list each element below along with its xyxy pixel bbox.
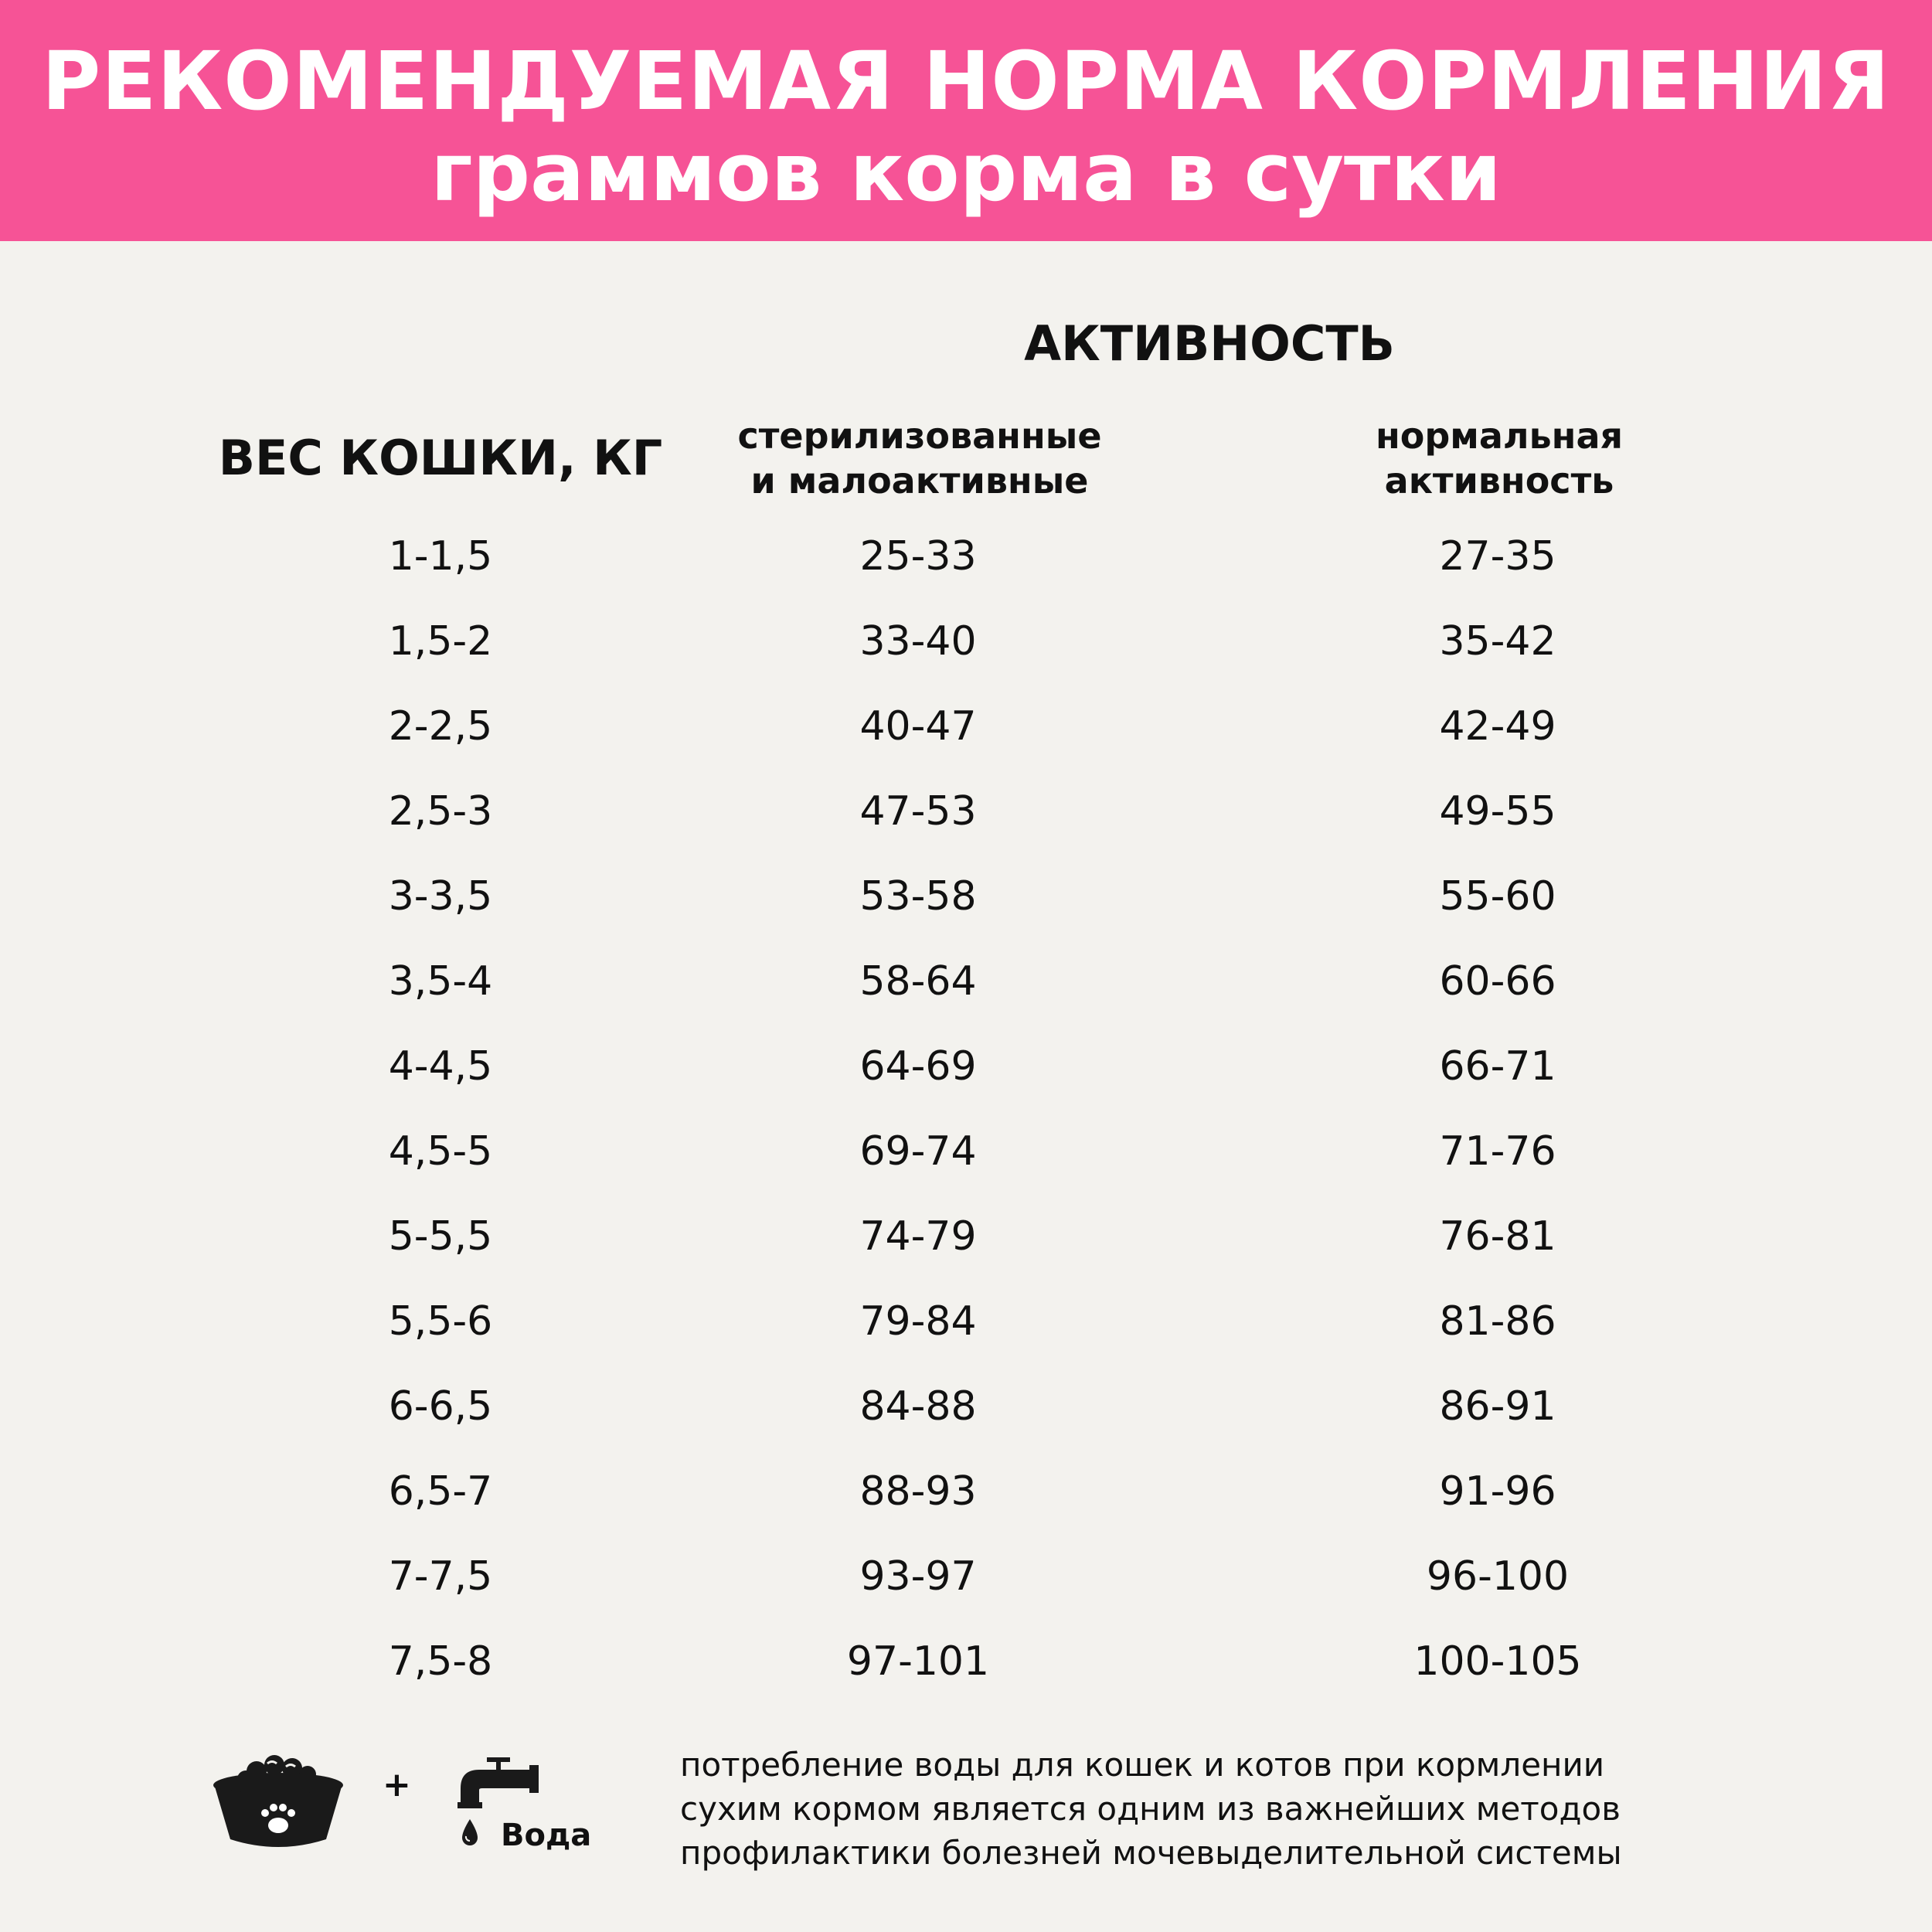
sterilized-cell: 69-74 (859, 1128, 977, 1175)
table-row (0, 1379, 1932, 1464)
table-row (0, 1634, 1932, 1719)
sterilized-header-line2: и малоактивные (750, 460, 1089, 502)
note-line-1: потребление воды для кошек и котов при кормлении (680, 1746, 1605, 1784)
table-row (0, 1464, 1932, 1549)
table-row (0, 1039, 1932, 1124)
water-label: Вода (501, 1818, 592, 1853)
table-row (0, 869, 1932, 954)
table-row (0, 529, 1932, 614)
weight-cell: 1-1,5 (388, 533, 493, 580)
normal-column-header (1236, 413, 1762, 503)
sterilized-cell: 93-97 (859, 1553, 977, 1600)
note-line-3: профилактики болезней мочевыделительной системы (680, 1834, 1622, 1872)
normal-cell: 42-49 (1439, 703, 1556, 750)
normal-cell: 100-105 (1413, 1638, 1582, 1685)
food-bowl-icon (209, 1731, 348, 1855)
normal-cell: 91-96 (1439, 1468, 1556, 1515)
sterilized-cell: 58-64 (859, 958, 977, 1005)
plus-sign: + (383, 1765, 411, 1804)
normal-cell: 27-35 (1439, 533, 1556, 580)
sterilized-cell: 74-79 (859, 1213, 977, 1260)
page-subtitle: граммов корма в сутки (430, 125, 1502, 219)
footer-icons (209, 1731, 611, 1870)
weight-cell: 3-3,5 (388, 873, 493, 920)
weight-column-header: ВЕС КОШКИ, КГ (218, 430, 663, 486)
normal-cell: 66-71 (1439, 1043, 1556, 1090)
table-row (0, 1294, 1932, 1379)
feeding-table-body (0, 529, 1932, 1719)
table-row (0, 954, 1932, 1039)
note-line-2: сухим кормом является одним из важнейших методов (680, 1790, 1621, 1828)
normal-cell: 81-86 (1439, 1298, 1556, 1345)
sterilized-cell: 84-88 (859, 1383, 977, 1430)
normal-cell: 55-60 (1439, 873, 1556, 920)
table-row (0, 699, 1932, 784)
weight-cell: 6-6,5 (388, 1383, 493, 1430)
normal-cell: 96-100 (1426, 1553, 1570, 1600)
weight-cell: 7-7,5 (388, 1553, 493, 1600)
activity-heading: АКТИВНОСТЬ (1024, 315, 1395, 372)
table-row (0, 614, 1932, 699)
normal-cell: 86-91 (1439, 1383, 1556, 1430)
sterilized-cell: 33-40 (859, 618, 977, 665)
normal-header-line1: нормальная (1375, 415, 1624, 457)
sterilized-cell: 53-58 (859, 873, 977, 920)
normal-cell: 76-81 (1439, 1213, 1556, 1260)
weight-cell: 2,5-3 (388, 788, 493, 835)
sterilized-column-header (657, 413, 1182, 503)
weight-cell: 7,5-8 (388, 1638, 493, 1685)
normal-cell: 35-42 (1439, 618, 1556, 665)
normal-cell: 60-66 (1439, 958, 1556, 1005)
weight-cell: 2-2,5 (388, 703, 493, 750)
weight-cell: 4,5-5 (388, 1128, 493, 1175)
page-title: РЕКОМЕНДУЕМАЯ НОРМА КОРМЛЕНИЯ (42, 34, 1890, 128)
sterilized-cell: 88-93 (859, 1468, 977, 1515)
weight-cell: 1,5-2 (388, 618, 493, 665)
sterilized-cell: 25-33 (859, 533, 977, 580)
weight-cell: 4-4,5 (388, 1043, 493, 1090)
weight-cell: 6,5-7 (388, 1468, 493, 1515)
header-banner (0, 0, 1932, 241)
table-row (0, 1209, 1932, 1294)
sterilized-header-line1: стерилизованные (737, 415, 1102, 457)
water-consumption-note (680, 1743, 1762, 1875)
normal-header-line2: активность (1384, 460, 1614, 502)
sterilized-cell: 64-69 (859, 1043, 977, 1090)
weight-cell: 3,5-4 (388, 958, 493, 1005)
table-row (0, 1549, 1932, 1634)
weight-cell: 5,5-6 (388, 1298, 493, 1345)
sterilized-cell: 79-84 (859, 1298, 977, 1345)
weight-cell: 5-5,5 (388, 1213, 493, 1260)
table-row (0, 784, 1932, 869)
sterilized-cell: 97-101 (846, 1638, 990, 1685)
table-row (0, 1124, 1932, 1209)
sterilized-cell: 47-53 (859, 788, 977, 835)
normal-cell: 71-76 (1439, 1128, 1556, 1175)
sterilized-cell: 40-47 (859, 703, 977, 750)
normal-cell: 49-55 (1439, 788, 1556, 835)
